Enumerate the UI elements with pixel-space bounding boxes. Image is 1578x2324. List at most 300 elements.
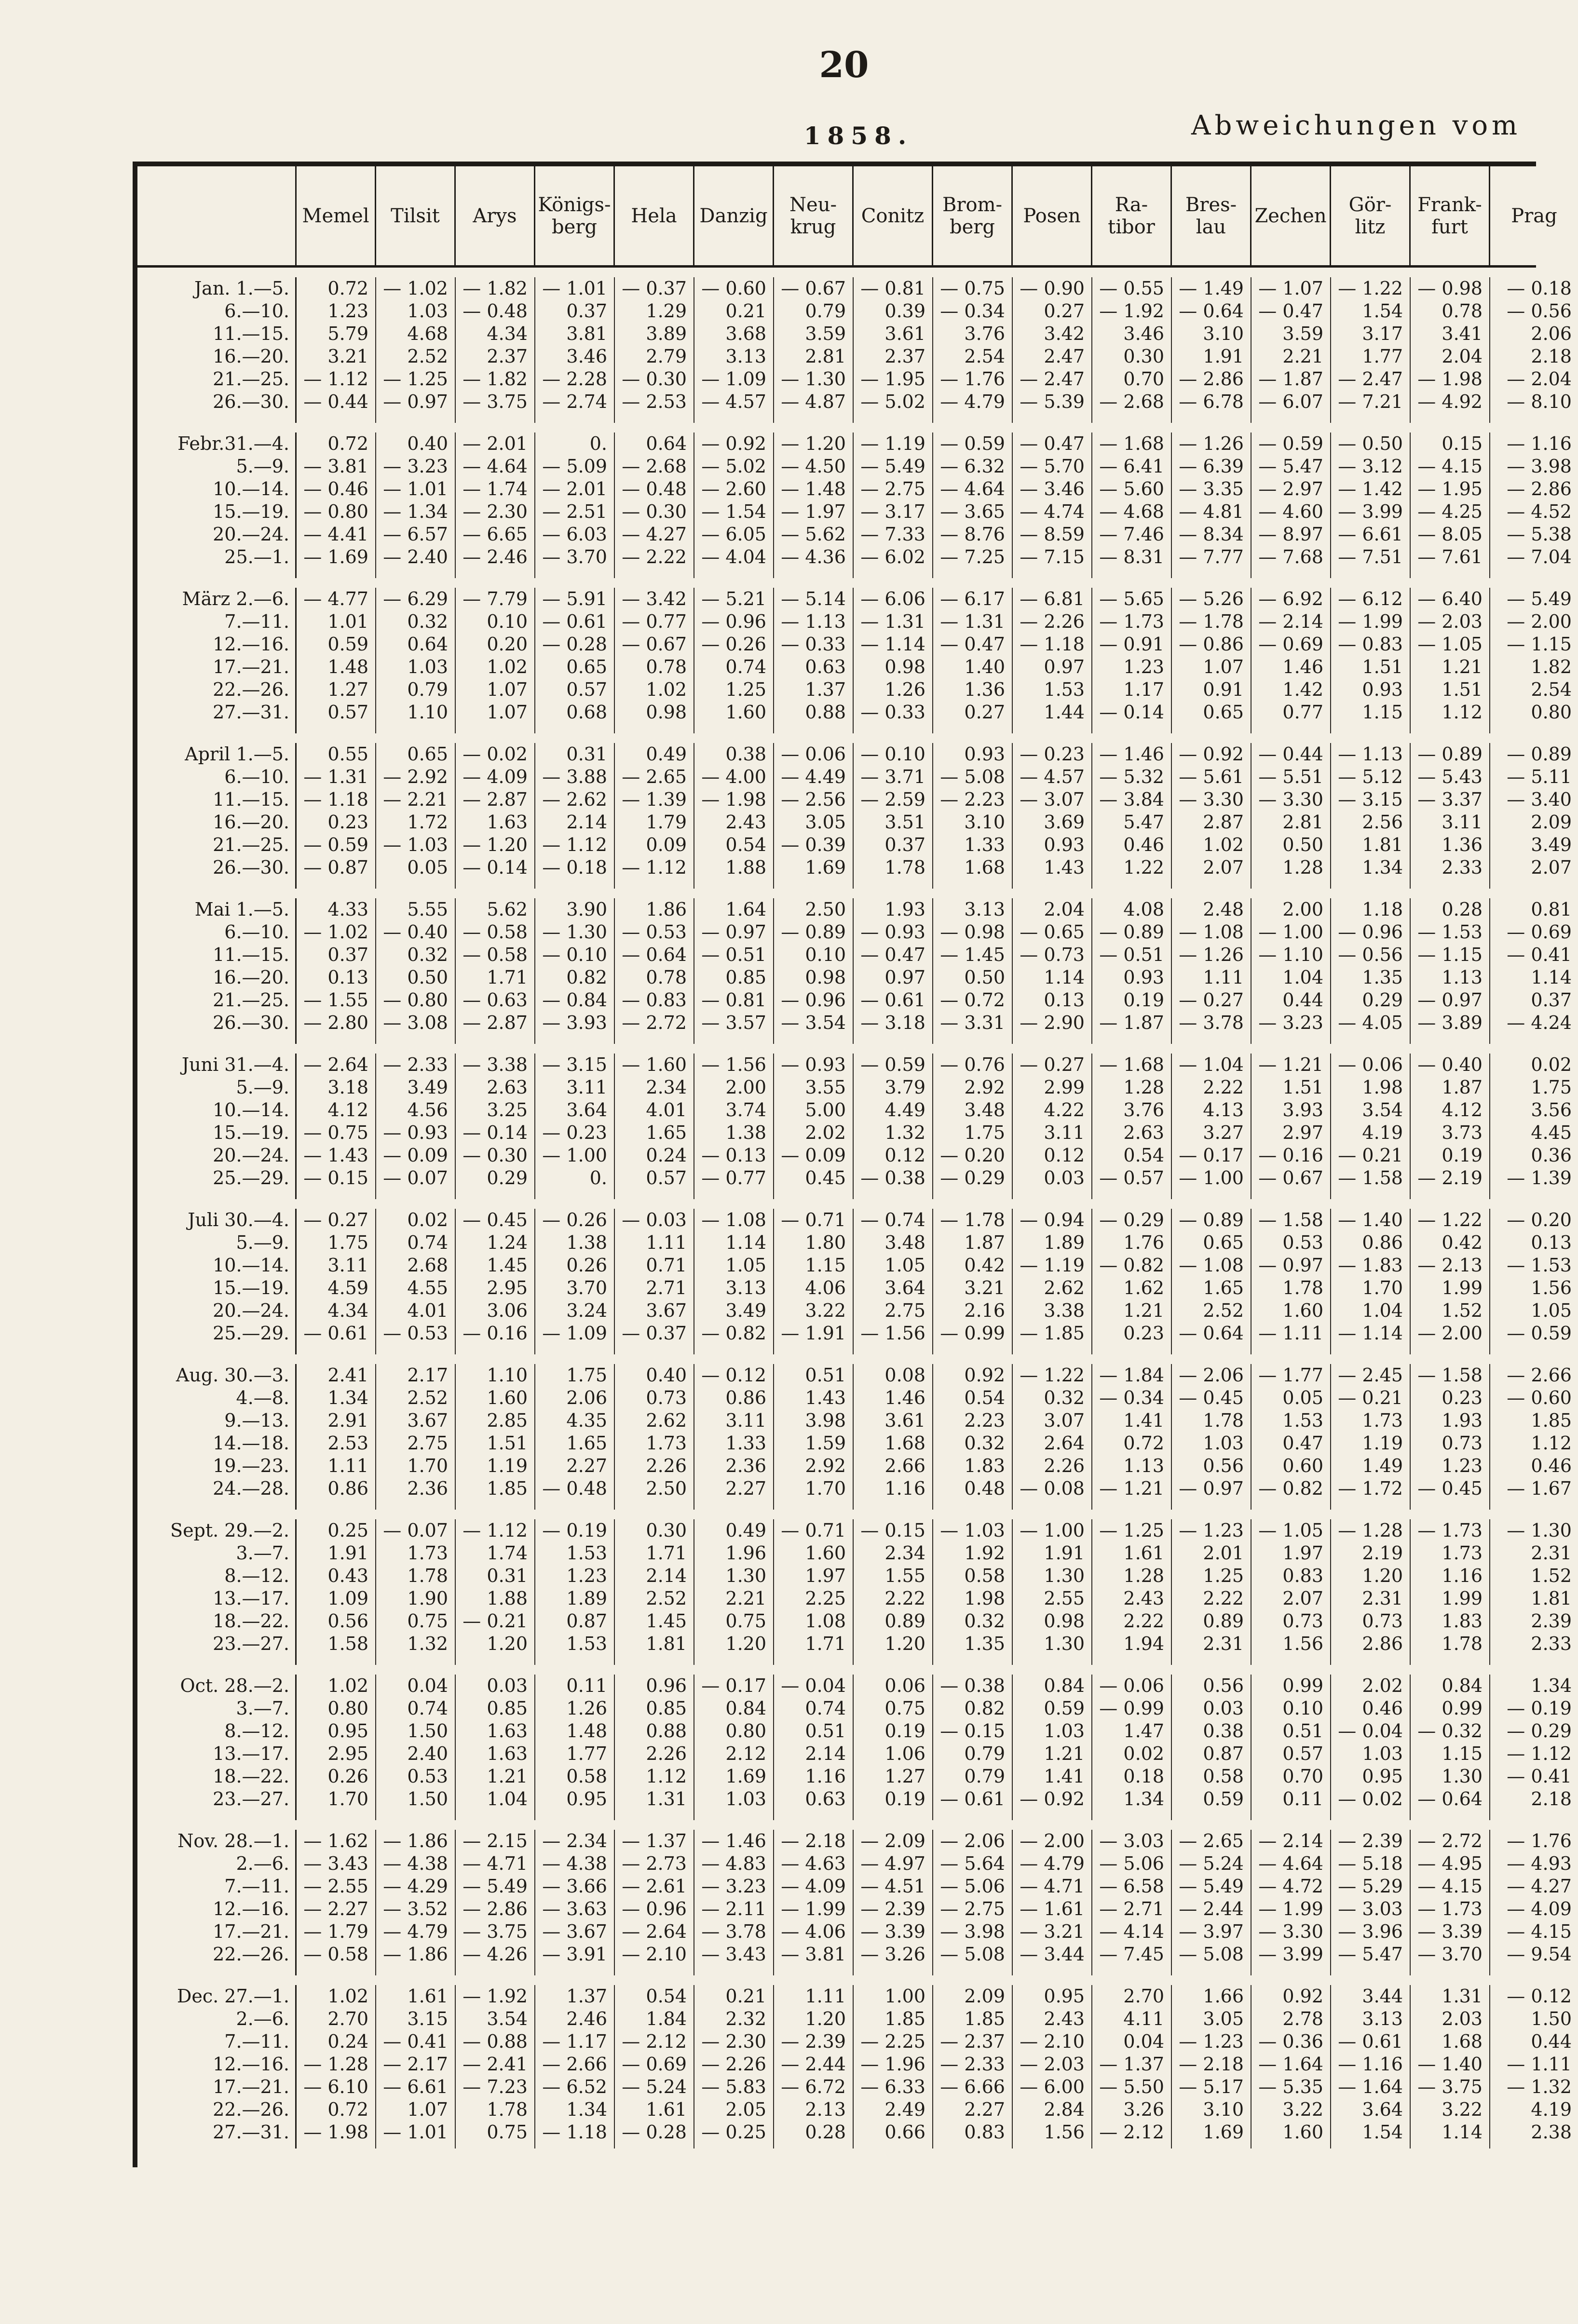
deviation-value: 1.49 xyxy=(1362,1455,1403,1476)
period-label: 4.—8. xyxy=(236,1387,289,1408)
deviation-value: 3.24 xyxy=(566,1300,607,1321)
deviation-value: — 2.44 xyxy=(781,2054,846,2075)
station-header: Tilsit xyxy=(376,166,456,265)
deviation-value: 2.27 xyxy=(566,1455,607,1476)
deviation-value: 2.55 xyxy=(1044,1588,1085,1609)
station-column xyxy=(376,1830,456,1975)
deviation-value: 0.85 xyxy=(487,1698,528,1719)
deviation-value: 0.05 xyxy=(1282,1387,1323,1408)
deviation-value: — 0.07 xyxy=(383,1520,448,1541)
deviation-value: 0.28 xyxy=(1442,899,1483,920)
deviation-value: 1.88 xyxy=(725,857,766,878)
deviation-value: 1.73 xyxy=(407,1542,448,1564)
period-label: 26.—30. xyxy=(213,857,289,878)
period-label: 27.—31. xyxy=(213,702,289,723)
deviation-value: — 2.27 xyxy=(303,1898,368,1919)
deviation-value: — 6.06 xyxy=(860,588,925,609)
deviation-value: 0.50 xyxy=(407,967,448,988)
deviation-value: 0.78 xyxy=(1442,300,1483,322)
deviation-value: — 3.63 xyxy=(542,1898,607,1919)
deviation-value: 0.65 xyxy=(566,656,607,677)
deviation-value: — 1.00 xyxy=(1020,1520,1085,1541)
deviation-value: 1.90 xyxy=(407,1588,448,1609)
deviation-value: — 2.06 xyxy=(940,1830,1005,1851)
deviation-value: 1.93 xyxy=(884,899,925,920)
station-column xyxy=(694,898,774,1044)
period-label: 5.—9. xyxy=(236,1232,289,1253)
deviation-value: — 0.19 xyxy=(542,1520,607,1541)
deviation-value: — 0.80 xyxy=(303,501,368,522)
deviation-value: 0.89 xyxy=(884,1610,925,1632)
deviation-value: 1.30 xyxy=(1044,1633,1085,1654)
deviation-value: — 2.61 xyxy=(622,1876,687,1897)
station-column xyxy=(297,743,376,889)
station-column xyxy=(933,432,1013,578)
deviation-value: 1.20 xyxy=(884,1633,925,1654)
deviation-value: 0.92 xyxy=(1282,1986,1323,2007)
deviation-value: 0.73 xyxy=(1282,1610,1323,1632)
deviation-value: 4.19 xyxy=(1531,2099,1572,2120)
deviation-value: — 0.06 xyxy=(781,743,846,765)
deviation-value: 1.09 xyxy=(327,1588,368,1609)
station-column xyxy=(694,1519,774,1665)
deviation-value: 0.84 xyxy=(725,1698,766,1719)
deviation-value: 0.56 xyxy=(1203,1455,1244,1476)
deviation-value: — 5.17 xyxy=(1179,2076,1244,2097)
deviation-value: — 0.30 xyxy=(622,501,687,522)
station-column xyxy=(933,1675,1013,1820)
deviation-value: — 3.98 xyxy=(1507,456,1572,477)
deviation-value: — 1.03 xyxy=(383,834,448,855)
deviation-value: — 0.91 xyxy=(1099,634,1164,655)
page-number: 20 xyxy=(819,44,869,86)
deviation-value: — 0.92 xyxy=(701,433,766,454)
deviation-value: — 3.23 xyxy=(1258,1012,1323,1033)
deviation-value: 2.07 xyxy=(1531,857,1572,878)
deviation-value: — 3.18 xyxy=(860,1012,925,1033)
deviation-value: 2.41 xyxy=(327,1365,368,1386)
station-column xyxy=(1331,1519,1411,1665)
deviation-value: — 1.23 xyxy=(1179,2031,1244,2052)
deviation-value: — 4.50 xyxy=(781,456,846,477)
deviation-value: 1.62 xyxy=(1123,1277,1164,1298)
deviation-value: — 2.55 xyxy=(303,1876,368,1897)
deviation-value: 2.52 xyxy=(646,1588,687,1609)
deviation-value: — 1.58 xyxy=(1417,1365,1483,1386)
deviation-value: — 1.31 xyxy=(303,766,368,787)
deviation-value: 1.56 xyxy=(1044,2121,1085,2143)
deviation-value: 3.54 xyxy=(487,2008,528,2029)
deviation-value: — 0.65 xyxy=(1020,921,1085,943)
deviation-value: — 0.64 xyxy=(1179,1323,1244,1344)
deviation-value: 1.03 xyxy=(1044,1720,1085,1742)
period-label: 2.—6. xyxy=(236,1853,289,1874)
deviation-value: 2.95 xyxy=(327,1743,368,1764)
station-column xyxy=(854,1830,933,1975)
deviation-value: 1.81 xyxy=(1531,1588,1572,1609)
deviation-value: 1.98 xyxy=(1362,1077,1403,1098)
year-heading: 1858. xyxy=(803,122,913,150)
deviation-value: 2.52 xyxy=(1203,1300,1244,1321)
deviation-value: — 5.62 xyxy=(781,524,846,545)
deviation-value: — 5.24 xyxy=(1179,1853,1244,1874)
period-label: Dec. 27.—1. xyxy=(177,1986,289,2007)
deviation-value: 2.32 xyxy=(725,2008,766,2029)
deviation-value: 1.02 xyxy=(646,679,687,700)
deviation-value: 0.91 xyxy=(1203,679,1244,700)
deviation-value: 1.04 xyxy=(1282,967,1323,988)
deviation-value: — 4.92 xyxy=(1417,391,1483,412)
station-column xyxy=(1013,588,1092,733)
deviation-value: — 3.43 xyxy=(701,1944,766,1965)
deviation-value: — 2.62 xyxy=(542,789,607,810)
deviation-value: 2.49 xyxy=(884,2099,925,2120)
station-column xyxy=(1013,1519,1092,1665)
deviation-value: 1.65 xyxy=(1203,1277,1244,1298)
deviation-value: 0.30 xyxy=(646,1520,687,1541)
deviation-value: 1.46 xyxy=(884,1387,925,1408)
deviation-value: 1.46 xyxy=(1282,656,1323,677)
deviation-value: — 1.16 xyxy=(1338,2054,1403,2075)
deviation-value: 4.35 xyxy=(566,1410,607,1431)
deviation-value: 0.37 xyxy=(1531,989,1572,1011)
deviation-value: — 4.57 xyxy=(1020,766,1085,787)
station-column xyxy=(933,588,1013,733)
station-column xyxy=(1411,898,1490,1044)
deviation-value: 0.73 xyxy=(1362,1610,1403,1632)
deviation-value: — 1.96 xyxy=(860,2054,925,2075)
station-column xyxy=(933,1830,1013,1975)
deviation-value: 0.56 xyxy=(327,1610,368,1632)
deviation-value: — 2.72 xyxy=(1417,1830,1483,1851)
deviation-value: — 1.78 xyxy=(940,1209,1005,1230)
period-label: April 1.—5. xyxy=(185,743,289,765)
deviation-value: — 1.58 xyxy=(1258,1209,1323,1230)
period-label-column xyxy=(137,898,297,1044)
deviation-value: — 3.57 xyxy=(701,1012,766,1033)
station-column xyxy=(1092,1054,1172,1199)
deviation-value: 1.33 xyxy=(964,834,1005,855)
station-column xyxy=(1490,1364,1578,1510)
deviation-value: 1.50 xyxy=(407,1788,448,1810)
station-column xyxy=(1252,1209,1331,1354)
deviation-value: 2.26 xyxy=(646,1743,687,1764)
deviation-value: 2.00 xyxy=(1282,899,1323,920)
deviation-value: 0.43 xyxy=(327,1565,368,1586)
station-column xyxy=(854,898,933,1044)
deviation-value: — 6.32 xyxy=(940,456,1005,477)
deviation-value: — 0.36 xyxy=(1258,2031,1323,2052)
deviation-value: — 5.14 xyxy=(781,588,846,609)
station-header: Bres- lau xyxy=(1172,166,1252,265)
deviation-value: 0.24 xyxy=(646,1145,687,1166)
deviation-value: — 0.15 xyxy=(860,1520,925,1541)
deviation-value: — 0.21 xyxy=(1338,1387,1403,1408)
deviation-value: 0.89 xyxy=(1203,1610,1244,1632)
deviation-value: — 2.04 xyxy=(1507,368,1572,390)
deviation-value: — 4.38 xyxy=(383,1853,448,1874)
deviation-value: 2.05 xyxy=(725,2099,766,2120)
period-label-column xyxy=(137,1675,297,1820)
deviation-value: 1.83 xyxy=(964,1455,1005,1476)
deviation-value: — 1.61 xyxy=(1020,1898,1085,1919)
deviation-value: 2.52 xyxy=(407,1387,448,1408)
deviation-value: 0.83 xyxy=(964,2121,1005,2143)
station-header: Danzig xyxy=(694,166,774,265)
deviation-value: 1.23 xyxy=(327,300,368,322)
station-column xyxy=(1172,432,1252,578)
deviation-value: 3.22 xyxy=(1442,2099,1483,2120)
deviation-value: 1.78 xyxy=(1282,1277,1323,1298)
deviation-value: — 4.25 xyxy=(1417,501,1483,522)
deviation-value: 1.02 xyxy=(327,1675,368,1696)
period-label: 5.—9. xyxy=(236,1077,289,1098)
deviation-value: 0.40 xyxy=(407,433,448,454)
deviation-value: — 4.24 xyxy=(1507,1012,1572,1033)
station-column xyxy=(456,1830,535,1975)
period-label-column xyxy=(137,1519,297,1665)
period-label: 7.—11. xyxy=(224,2031,289,2052)
deviation-value: 2.18 xyxy=(1531,346,1572,367)
station-column xyxy=(1252,1364,1331,1510)
deviation-value: — 1.72 xyxy=(1338,1478,1403,1499)
deviation-value: 3.07 xyxy=(1044,1410,1085,1431)
deviation-value: 1.75 xyxy=(327,1232,368,1253)
deviation-value: — 0.61 xyxy=(303,1323,368,1344)
deviation-value: — 2.23 xyxy=(940,789,1005,810)
deviation-value: — 1.12 xyxy=(303,368,368,390)
deviation-value: 0.93 xyxy=(1044,834,1085,855)
deviation-value: 1.70 xyxy=(1362,1277,1403,1298)
deviation-value: 1.70 xyxy=(407,1455,448,1476)
deviation-value: — 0.59 xyxy=(303,834,368,855)
table-body xyxy=(137,268,1572,2148)
deviation-value: — 1.85 xyxy=(1020,1323,1085,1344)
deviation-value: 0.21 xyxy=(725,1986,766,2007)
deviation-value: 2.62 xyxy=(1044,1277,1085,1298)
deviation-value: 4.49 xyxy=(884,1099,925,1121)
deviation-value: 1.41 xyxy=(1123,1410,1164,1431)
deviation-value: 1.03 xyxy=(725,1788,766,1810)
station-column xyxy=(1172,1675,1252,1820)
deviation-value: — 1.02 xyxy=(383,278,448,299)
deviation-value: 2.37 xyxy=(487,346,528,367)
deviation-value: — 0.26 xyxy=(701,634,766,655)
station-column xyxy=(1092,1675,1172,1820)
deviation-value: 1.79 xyxy=(646,811,687,833)
deviation-value: — 0.84 xyxy=(542,989,607,1011)
deviation-value: 3.70 xyxy=(566,1277,607,1298)
deviation-value: — 1.31 xyxy=(860,611,925,632)
deviation-value: — 0.38 xyxy=(860,1167,925,1189)
deviation-value: — 2.71 xyxy=(1099,1898,1164,1919)
deviation-value: — 4.95 xyxy=(1417,1853,1483,1874)
deviation-value: — 0.76 xyxy=(940,1054,1005,1075)
deviation-value: — 0.51 xyxy=(1099,944,1164,965)
station-column xyxy=(1490,1830,1578,1975)
deviation-value: 0.99 xyxy=(1442,1698,1483,1719)
deviation-value: — 0.18 xyxy=(542,857,607,878)
deviation-value: — 3.30 xyxy=(1179,789,1244,810)
deviation-value: 2.27 xyxy=(725,1478,766,1499)
deviation-value: — 2.72 xyxy=(622,1012,687,1033)
deviation-value: 1.66 xyxy=(1203,1986,1244,2007)
deviation-value: — 4.60 xyxy=(1258,501,1323,522)
deviation-value: — 0.96 xyxy=(781,989,846,1011)
deviation-value: 2.64 xyxy=(1044,1432,1085,1454)
deviation-value: — 0.92 xyxy=(1179,743,1244,765)
station-column xyxy=(535,588,615,733)
deviation-value: 3.76 xyxy=(1123,1099,1164,1121)
deviation-value: 0.10 xyxy=(1282,1698,1323,1719)
deviation-value: 3.73 xyxy=(1442,1122,1483,1143)
deviation-value: 0.46 xyxy=(1362,1698,1403,1719)
station-column xyxy=(1172,1364,1252,1510)
deviation-value: 0.31 xyxy=(487,1565,528,1586)
deviation-value: — 1.39 xyxy=(622,789,687,810)
deviation-value: 1.14 xyxy=(725,1232,766,1253)
deviation-value: 1.91 xyxy=(1044,1542,1085,1564)
deviation-value: 1.60 xyxy=(1282,1300,1323,1321)
deviation-value: 0.92 xyxy=(964,1365,1005,1386)
deviation-value: 1.91 xyxy=(327,1542,368,1564)
deviation-value: — 0.98 xyxy=(1417,278,1483,299)
deviation-value: 2.04 xyxy=(1442,346,1483,367)
station-column xyxy=(456,743,535,889)
deviation-value: — 0.28 xyxy=(542,634,607,655)
deviation-value: 2.66 xyxy=(884,1455,925,1476)
deviation-value: 2.18 xyxy=(1531,1788,1572,1810)
station-column xyxy=(535,1209,615,1354)
deviation-value: — 7.61 xyxy=(1417,546,1483,567)
deviation-value: — 1.08 xyxy=(701,1209,766,1230)
deviation-value: — 6.07 xyxy=(1258,391,1323,412)
station-column xyxy=(1092,432,1172,578)
deviation-value: — 5.61 xyxy=(1179,766,1244,787)
deviation-value: 0.88 xyxy=(805,702,846,723)
deviation-value: 0.93 xyxy=(1362,679,1403,700)
deviation-value: — 0.97 xyxy=(1258,1255,1323,1276)
deviation-value: — 4.38 xyxy=(542,1853,607,1874)
deviation-value: — 4.14 xyxy=(1099,1921,1164,1942)
deviation-value: — 0.09 xyxy=(781,1145,846,1166)
period-label: 25.—29. xyxy=(213,1167,289,1189)
deviation-value: — 4.71 xyxy=(1020,1876,1085,1897)
deviation-value: 2.47 xyxy=(1044,346,1085,367)
period-label: 8.—12. xyxy=(224,1720,289,1742)
deviation-value: 0.79 xyxy=(407,679,448,700)
station-column xyxy=(1331,1364,1411,1510)
deviation-value: — 2.30 xyxy=(701,2031,766,2052)
deviation-value: — 6.57 xyxy=(383,524,448,545)
deviation-value: 1.47 xyxy=(1123,1720,1164,1742)
deviation-value: — 5.49 xyxy=(463,1876,528,1897)
deviation-value: 0.73 xyxy=(1442,1432,1483,1454)
period-label: 2.—6. xyxy=(236,2008,289,2029)
deviation-value: 2.70 xyxy=(327,2008,368,2029)
station-column xyxy=(1411,1364,1490,1510)
deviation-value: 0.32 xyxy=(1044,1387,1085,1408)
deviation-value: 0.54 xyxy=(964,1387,1005,1408)
deviation-value: 1.32 xyxy=(884,1122,925,1143)
deviation-value: — 3.31 xyxy=(940,1012,1005,1033)
station-column xyxy=(933,743,1013,889)
deviation-value: 1.15 xyxy=(1442,1743,1483,1764)
deviation-value: 2.06 xyxy=(1531,323,1572,344)
deviation-value: 1.00 xyxy=(884,1986,925,2007)
period-label: Juni 31.—4. xyxy=(181,1054,289,1075)
deviation-value: 1.80 xyxy=(805,1232,846,1253)
station-header: Neu- krug xyxy=(774,166,854,265)
deviation-value: — 7.51 xyxy=(1338,546,1403,567)
deviation-value: 0.27 xyxy=(964,702,1005,723)
deviation-value: 0.68 xyxy=(566,702,607,723)
deviation-value: — 0.90 xyxy=(1020,278,1085,299)
deviation-value: — 7.25 xyxy=(940,546,1005,567)
deviation-value: 0.42 xyxy=(1442,1232,1483,1253)
deviation-value: 1.18 xyxy=(1362,899,1403,920)
deviation-value: — 0.07 xyxy=(383,1167,448,1189)
station-column xyxy=(1331,1675,1411,1820)
station-column xyxy=(774,1519,854,1665)
deviation-value: — 5.21 xyxy=(701,588,766,609)
station-column xyxy=(774,588,854,733)
deviation-value: 0.65 xyxy=(407,743,448,765)
deviation-value: — 1.60 xyxy=(622,1054,687,1075)
station-column xyxy=(774,1830,854,1975)
deviation-value: — 5.64 xyxy=(940,1853,1005,1874)
deviation-value: 1.85 xyxy=(1531,1410,1572,1431)
deviation-value: — 0.06 xyxy=(1099,1675,1164,1696)
station-column xyxy=(1411,1054,1490,1199)
deviation-value: — 3.65 xyxy=(940,501,1005,522)
deviation-value: — 1.95 xyxy=(860,368,925,390)
station-column xyxy=(535,1985,615,2148)
deviation-value: — 2.01 xyxy=(542,478,607,500)
deviation-value: — 5.35 xyxy=(1258,2076,1323,2097)
deviation-value: 0.19 xyxy=(884,1788,925,1810)
deviation-value: — 3.71 xyxy=(860,766,925,787)
deviation-value: — 0.28 xyxy=(622,2121,687,2143)
station-header: Zechen xyxy=(1252,166,1331,265)
deviation-value: 0.64 xyxy=(407,634,448,655)
deviation-value: — 5.08 xyxy=(1179,1944,1244,1965)
deviation-value: 0.83 xyxy=(1282,1565,1323,1586)
deviation-value: — 3.26 xyxy=(860,1944,925,1965)
deviation-value: — 5.24 xyxy=(622,2076,687,2097)
deviation-value: — 3.39 xyxy=(860,1921,925,1942)
deviation-value: — 0.80 xyxy=(383,989,448,1011)
deviation-value: — 5.60 xyxy=(1099,478,1164,500)
deviation-value: — 1.73 xyxy=(1417,1898,1483,1919)
deviation-value: — 7.21 xyxy=(1338,391,1403,412)
deviation-value: — 0.45 xyxy=(1179,1387,1244,1408)
deviation-value: — 6.61 xyxy=(1338,524,1403,545)
deviation-value: — 2.12 xyxy=(622,2031,687,2052)
deviation-value: 0.80 xyxy=(1531,702,1572,723)
deviation-value: — 1.14 xyxy=(860,634,925,655)
deviation-value: 1.53 xyxy=(566,1542,607,1564)
station-column xyxy=(1331,898,1411,1044)
deviation-value: — 3.46 xyxy=(1020,478,1085,500)
deviation-value: — 2.68 xyxy=(622,456,687,477)
deviation-value: 0.02 xyxy=(1123,1743,1164,1764)
deviation-value: 1.10 xyxy=(487,1365,528,1386)
deviation-value: — 3.40 xyxy=(1507,789,1572,810)
station-column xyxy=(1092,277,1172,423)
deviation-value: 1.45 xyxy=(487,1255,528,1276)
deviation-value: — 2.87 xyxy=(463,789,528,810)
